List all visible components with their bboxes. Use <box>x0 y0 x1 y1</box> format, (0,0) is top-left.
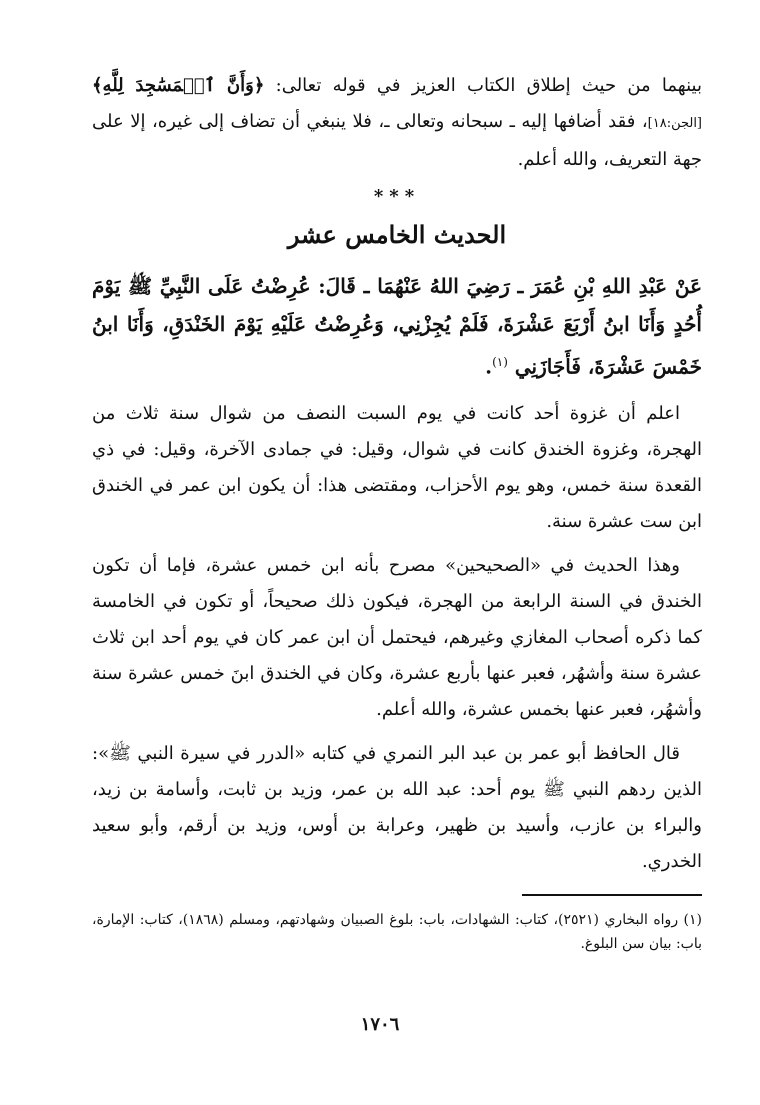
quran-verse: ﴿وَأَنَّ ٱلۡمَسَٰجِدَ لِلَّهِ﴾ <box>92 75 265 96</box>
commentary-paragraph-1: اعلم أن غزوة أحد كانت في يوم السبت النصف من شوال سنة ثلاث من الهجرة، وغزوة الخندق كانت في شوال، وقيل: في جمادى الآخرة، وقيل: في ذي القعدة سنة خمس، وهو يوم الأحزاب، ومقتضى هذا: أن يكون ابن عمر في الخندق ابن ست عشرة سنة. <box>92 402 702 532</box>
footnote: (١) رواه البخاري (٢٥٢١)، كتاب: الشهادات، باب: بلوغ الصبيان وشهادتهم، ومسلم (١٨٦٨)، كتاب: الإمارة، باب: بيان سن البلوغ. <box>92 911 703 952</box>
verse-citation: [الجن:١٨] <box>647 116 702 131</box>
page-body <box>92 68 702 956</box>
page-number: ١٧٠٦ <box>360 1014 400 1035</box>
intro-text-after-verse: ، فقد أضافها إليه ـ سبحانه وتعالى ـ، فلا ينبغي أن تضاف إلى غيره، إلا على جهة التعريف، والله أعلم. <box>92 111 702 170</box>
section-separator: *** <box>373 186 421 207</box>
hadith-end: . <box>485 354 493 379</box>
footnote-ref: (١) <box>492 355 508 369</box>
footnote-divider <box>522 894 702 896</box>
commentary-paragraph-2: وهذا الحديث في «الصحيحين» مصرح بأنه ابن خمس عشرة، فإما أن تكون الخندق في السنة الرابعة من الهجرة، فيكون ذلك صحيحاً، أو تكون في الخامسة كما ذكره أصحاب المغازي وغيرهم، فيحتمل أن ابن عمر كان في يوم أحد ابن ثلاث عشرة سنة وأشهُر، فعبر عنها بأربع عشرة، وكان في الخندق ابنَ خمس عشرة سنة وأشهُر، فعبر عنها بخمس عشرة، والله أعلم. <box>92 554 702 720</box>
commentary-paragraph-3: قال الحافظ أبو عمر بن عبد البر النمري في كتابه «الدرر في سيرة النبي ﷺ»: الذين ردهم النبي ﷺ يوم أحد: عبد الله بن عمر، وزيد بن ثابت، وأسامة بن زيد، والبراء بن عازب، وأسيد بن ظهير، وعرابة بن أوس، وزيد بن أرقم، وأبو سعيد الخدري. <box>92 742 702 872</box>
intro-paragraph <box>92 68 702 178</box>
hadith-heading: الحديث الخامس عشر <box>287 220 507 249</box>
intro-text-before-verse: بينهما من حيث إطلاق الكتاب العزيز في قوله تعالى: <box>275 75 702 96</box>
hadith-text <box>92 267 702 386</box>
hadith-body: عَنْ عَبْدِ اللهِ بْنِ عُمَرَ ـ رَضِيَ اللهُ عَنْهُمَا ـ قَالَ: عُرِضْتُ عَلَى النَّبِيِّ ﷺ يَوْمَ أُحُدٍ وَأَنَا ابنُ أَرْبَعَ عَشْرَةَ، فَلَمْ يُجِزْنِي، وَعُرِضْتُ عَلَيْهِ يَوْمَ الخَنْدَقِ، وَأَنَا ابنُ خَمْسَ عَشْرَةَ، فَأَجَازَنِي <box>92 274 702 379</box>
